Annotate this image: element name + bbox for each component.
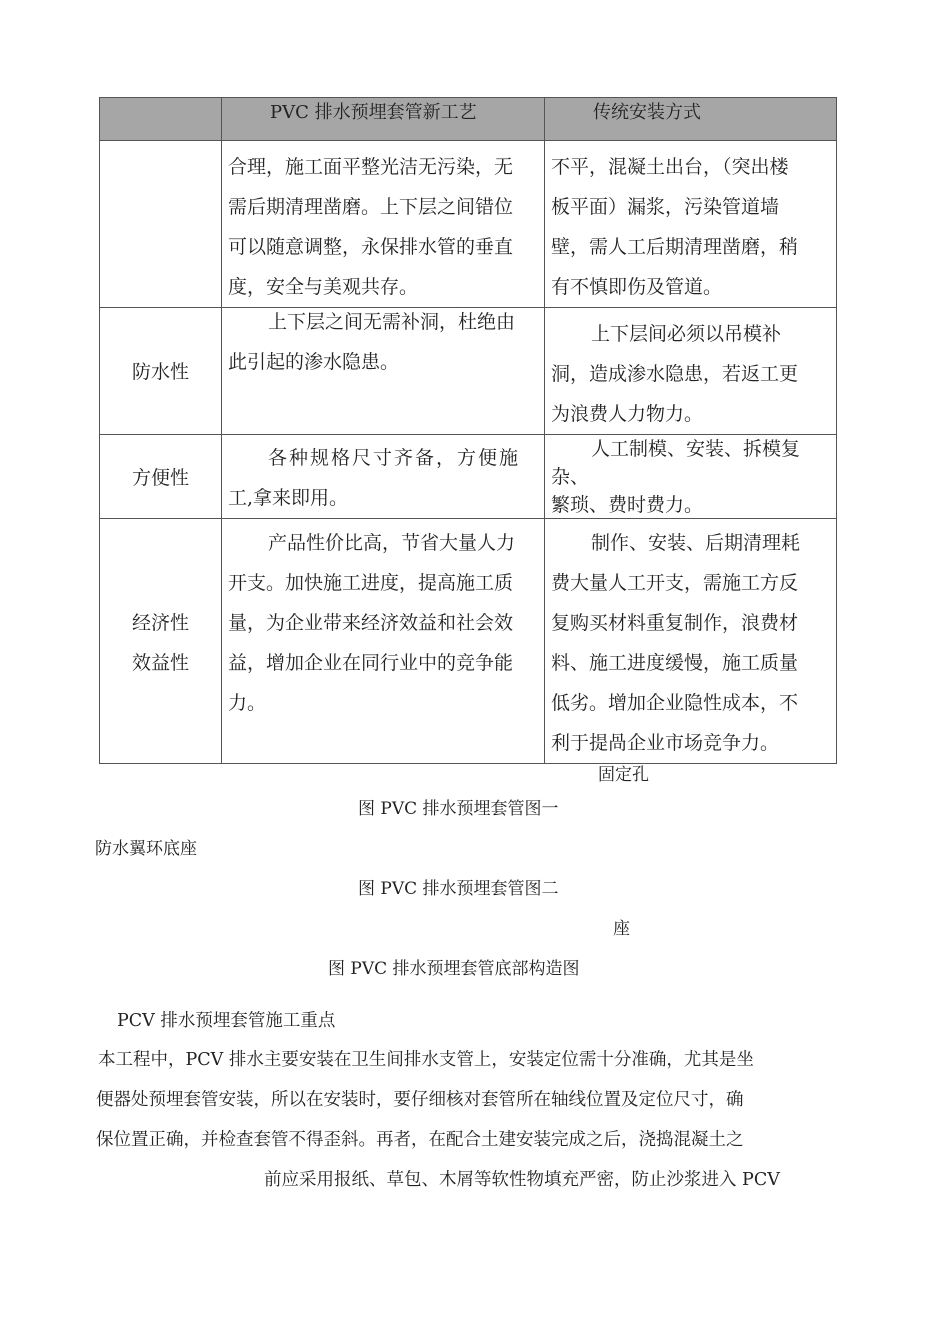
cell-line: 产品性价比高，节省大量人力 <box>268 532 516 554</box>
cell-line: 繁琐、费时费力。 <box>551 494 704 513</box>
new-process-cell <box>222 435 545 519</box>
table-row <box>100 519 837 764</box>
traditional-cell <box>545 435 837 519</box>
table-row <box>100 141 837 308</box>
paragraph-line: 便器处预埋套管安装，所以在安装时，要仔细核对套管所在轴线位置及定位尺寸，确 <box>96 1090 744 1110</box>
cell-line: 需后期清理凿磨。上下层之间错位 <box>228 196 514 218</box>
row-label-cell <box>100 435 222 519</box>
cell-line: 板平面）漏浆，污染管道墙 <box>551 196 780 218</box>
figure-label-fixed-hole: 固定孔 <box>598 765 649 785</box>
header-cell-empty <box>100 98 222 141</box>
paragraph-line: 本工程中，PCV 排水主要安装在卫生间排水支管上，安装定位需十分准确，尤其是坐 <box>98 1050 754 1070</box>
cell-line: 开支。加快施工进度，提高施工质 <box>228 572 514 594</box>
cell-line: 利于提咼企业市场竞争力。 <box>551 732 780 754</box>
cell-line: 杂、 <box>551 466 590 488</box>
cell-line: 益，增加企业在同行业中的竞争能 <box>228 652 514 674</box>
paragraph-line: 前应采用报纸、草包、木屑等软性物填充严密，防止沙浆进入 PCV <box>264 1170 780 1190</box>
figure-label-waterproof-ring: 防水翼环底座 <box>95 839 197 859</box>
section-heading: PCV 排水预埋套管施工重点 <box>117 1011 336 1031</box>
cell-line: 低劣。增加企业隐性成本，不 <box>551 692 799 714</box>
header-new-process-label: PVC 排水预埋套管新工艺 <box>270 102 477 123</box>
cell-line: 复购买材料重复制作，浪费材 <box>551 612 799 634</box>
traditional-cell <box>545 141 837 308</box>
row-label-cell <box>100 308 222 435</box>
row-label-cell <box>100 519 222 764</box>
header-cell-traditional <box>545 98 837 141</box>
cell-line: 洞，造成渗水隐患，若返工更 <box>551 363 799 385</box>
cell-line: 制作、安装、后期清理耗 <box>591 532 801 554</box>
figure-caption-1: 图 PVC 排水预埋套管图一 <box>358 799 559 819</box>
table-header-row <box>100 98 837 141</box>
paragraph-line: 保位置正确，并检查套管不得歪斜。再者，在配合土建安装完成之后，浇捣混凝土之 <box>96 1130 744 1150</box>
cell-line: 人工制模、安装、拆模复 <box>591 438 801 460</box>
figure-label-seat: 座 <box>613 919 630 939</box>
cell-line: 上下层之间无需补洞，杜绝由 <box>268 311 516 333</box>
table-row <box>100 308 837 435</box>
comparison-table <box>99 97 837 764</box>
cell-line: 上下层间必须以吊模补 <box>591 323 782 345</box>
cell-line: 量，为企业带来经济效益和社会效 <box>228 612 514 634</box>
cell-line: 可以随意调整，永保排水管的垂直 <box>228 236 514 258</box>
cell-line: 费大量人工开支，需施工方反 <box>551 572 799 594</box>
cell-line: 工,拿来即用。 <box>228 487 349 509</box>
new-process-cell <box>222 308 545 435</box>
cell-line: 料、施工进度缓慢，施工质量 <box>551 652 799 674</box>
header-cell-new-process <box>222 98 545 141</box>
new-process-cell <box>222 519 545 764</box>
cell-line: 壁，需人工后期清理凿磨，稍 <box>551 236 799 258</box>
cell-line: 力。 <box>228 692 267 714</box>
cell-line: 各种规格尺寸齐备，方便施 <box>268 447 521 469</box>
cell-line: 为浪费人力物力。 <box>551 403 704 425</box>
row-label: 防水性 <box>131 360 189 383</box>
traditional-cell <box>545 519 837 764</box>
table-row <box>100 435 837 519</box>
cell-line: 不平，混凝土出台，（突出楼 <box>551 156 789 178</box>
figure-caption-3: 图 PVC 排水预埋套管底部构造图 <box>328 959 580 979</box>
new-process-cell <box>222 141 545 308</box>
row-label: 经济性 <box>131 612 189 634</box>
cell-line: 合理，施工面平整光洁无污染，无 <box>228 156 514 178</box>
traditional-cell <box>545 308 837 435</box>
cell-line: 有不慎即伤及管道。 <box>551 276 723 298</box>
row-label: 效益性 <box>131 652 189 674</box>
cell-line: 此引起的渗水隐患。 <box>228 351 400 373</box>
row-label: 方便性 <box>131 467 189 489</box>
figure-caption-2: 图 PVC 排水预埋套管图二 <box>358 879 559 899</box>
cell-line: 度，安全与美观共存。 <box>228 276 419 298</box>
header-traditional-label: 传统安装方式 <box>593 102 701 123</box>
row-label-cell <box>100 141 222 308</box>
